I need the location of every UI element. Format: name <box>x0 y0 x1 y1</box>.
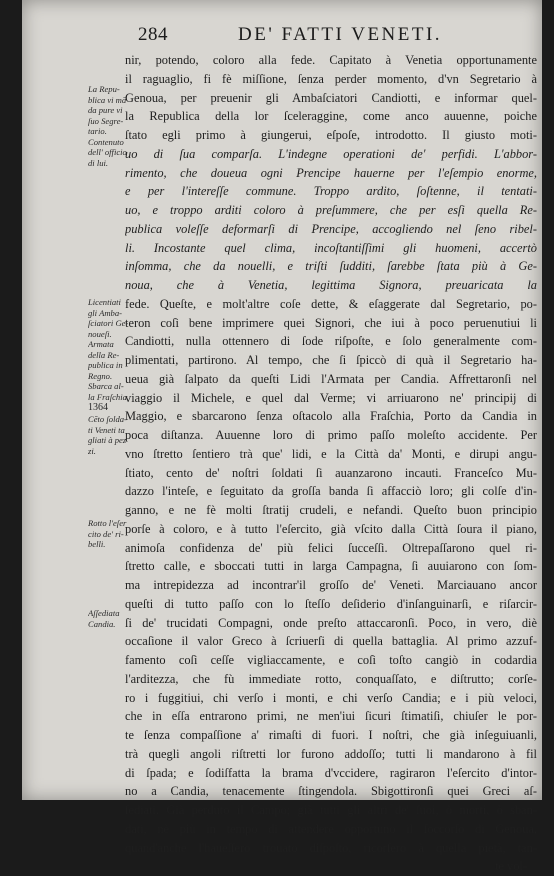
text-line: ma intrepidezza ad incontrar'il groſſo de' Veneti. Marciauano ancor <box>125 578 537 592</box>
margin-note-line: Licentiati <box>88 297 121 307</box>
text-line: animoſa confidenza de' più felici ſucceſſi. Oltrepaſſarono quel ri- <box>125 540 537 555</box>
text-line: noua, che à Venetia, legittima Signora, preuaricata la <box>125 278 537 292</box>
margin-note-line: gli Amba- <box>88 307 122 318</box>
margin-note-line: di lui. <box>88 157 109 168</box>
margin-note-line: Candia. <box>88 618 116 629</box>
text-line: che in eſſa entrarono primi, ne men'iui ſicuri ſtimatiſi, chiuſer le por- <box>125 709 537 724</box>
margin-note-line: publica in <box>88 360 123 370</box>
text-line: di ſpada; e ſodiſfatta la brama d'vccidere, ragiraron l'eſercito d'intor- <box>125 765 537 780</box>
text-line: vno ſtretto ſentiero trà que' lidi, e la Città da' Monti, e dirupi angu- <box>125 446 537 461</box>
text-line: la Republica della lor ſceleraggine, come anco auuenne, poiche <box>125 109 537 124</box>
margin-note-line: ſuo Segre- <box>88 115 124 126</box>
text-line: poca diſtanza. Auuenne loro di primo paſſo moleſto accidente. Per <box>125 428 537 442</box>
margin-note-assediata <box>88 608 130 629</box>
text-line: ro i fuggitiui, chi verſo i monti, e chi verſo Candia; e i più veloci, <box>125 690 537 705</box>
margin-note-line: Cēto ſolda- <box>88 414 127 424</box>
text-line: e per l'intereſſe commune. Troppo ardito, ſoſtenne, il tentati- <box>125 184 537 199</box>
text-line: queſti di tutto paſſo con lo ſteſſo deſiderio d'inſanguinarſi, e riſarcir- <box>125 596 537 611</box>
text-line: inſomma, che da nouelli, e triſti ſudditi, ſarebbe ſtata più à Ge- <box>125 259 537 274</box>
text-line: Candiotti, nulla ottennero di ſode riſpoſte, e ſolo generalmente com- <box>125 334 537 349</box>
text-line: fede. Queſte, e molt'altre coſe dette, & eſaggerate dal Segretario, po- <box>125 296 537 311</box>
page-number: 284 <box>138 24 168 45</box>
margin-note-rotto <box>88 518 130 550</box>
margin-note-line: gliati à pez <box>88 435 127 445</box>
margin-note-line: Rotto l'eſer <box>88 518 127 528</box>
text-line: nir, potendo, coloro alla fede. Capitato à Venetia opportunamente <box>125 53 537 67</box>
margin-note-line: ti Veneti ta <box>88 424 125 435</box>
text-line: ſi de' trucidati Compagni, onde preſto attaccaronſi. Poco, in vero, diè <box>125 615 537 630</box>
margin-note-line: Armata <box>88 339 114 349</box>
text-line: plimentati, partirono. Al tempo, che ſi ſpiccò di quà il Segretario ha- <box>125 353 537 367</box>
margin-note-line: della Re- <box>88 349 120 360</box>
margin-note-republic <box>88 84 130 168</box>
margin-note-armata <box>88 339 130 402</box>
running-title: DE' FATTI VENETI. <box>238 24 443 45</box>
text-line: ganno, e ne fè molti ſtratij crudeli, e nefandi. Queſto buon principio <box>125 503 537 517</box>
text-line: l'arditezza, che fù immediate rotto, conquaſſato, e diſtrutto; corſe- <box>125 671 537 686</box>
text-line: Maggio, e sbarcarono ſenza oſtacolo alla Fraſchia, Porto da Candia in <box>125 409 537 424</box>
margin-note-line: tario. <box>88 126 107 136</box>
margin-note-line: zi. <box>88 445 96 456</box>
text-line: publica voleſſe deformarſi di Prencipe, accogliendo nel ſeno ribel- <box>125 221 537 236</box>
text-line: trà quegli angoli riſtretti lor furono addoſſo; tutti li mandarono à fil <box>125 746 537 761</box>
text-line: viaggio il Michele, e quel dal Verme; vi arriuarono ne' principij di <box>125 390 537 405</box>
margin-note-line: Contenuto <box>88 136 124 147</box>
text-line: Genoua, per preuenir gli Ambaſciatori Candiotti, e informar quel- <box>125 90 537 105</box>
text-line: te vol- <box>495 859 527 874</box>
text-line: ſtato egli primo à giungerui, eſpoſe, introdotto. Il giusto moti- <box>125 128 537 142</box>
margin-note-line: La Repu- <box>88 84 120 94</box>
text-line: uo, e troppo arditi coloro à preſummere, che per esſi quella Re- <box>125 203 537 217</box>
margin-note-line: belli. <box>88 539 106 549</box>
margin-note-line: ſciatori Ge- <box>88 318 129 328</box>
text-line: teron coſì bene imprimere quei Signori, che iui à poco peruenutiui li <box>125 315 537 330</box>
text-line: uo di ſua comparſa. L'indegne operationi de' perfidi. L'abbor- <box>125 146 537 161</box>
margin-note-line: dell' officio <box>88 147 127 157</box>
body-text <box>125 51 537 876</box>
text-line: te ſenza compaſſione a' rimaſti di fuori. I noſtri, che già inſeguiuanli, <box>125 728 537 742</box>
text-line: no a Candia, tenacemente ſtingendola. Sbigottironſi quei Greci aſ- <box>125 784 537 799</box>
margin-note-licentiati <box>88 297 130 339</box>
text-line: dati, nè più in tempo di attendere opportuno il ſoccorſo di Genoua, <box>125 821 537 836</box>
text-line: ſtretto calle, e sboccati tutti in larga Campagna, ſi auuiarono con ſom- <box>125 559 537 574</box>
margin-note-line: 1364 <box>88 403 108 413</box>
text-line: porſe à coloro, e à tutto l'eſercito, già vſcito dalla Città ſoura il piano, <box>125 521 537 536</box>
text-line: quand'anche l'haueſſero trouato diſpoſto, ricorſero à quella pietà, tan- <box>125 840 537 855</box>
text-line: ſediati. Già perduto il Campo; già tutti gli altri de' ſuoi, ò morti, ò sban- <box>125 803 537 817</box>
text-line: li. Incostante quel clima, incoſtantiſſimi gli huomeni, accertò <box>125 240 537 255</box>
margin-note-line: Sbarca al- <box>88 381 124 391</box>
margin-year <box>88 403 130 414</box>
text-line: dazzo l'inteſe, e ſeguitato da groſſa banda ſi affacciò loro; gli colſe d'in- <box>125 484 537 499</box>
margin-note-line: cito de' ri- <box>88 528 124 539</box>
margin-note-line: noueſi. <box>88 328 112 339</box>
text-line: ueua già ſalpato da queſti Lidi l'Armata per Candia. Affrettaronſi nel <box>125 371 537 386</box>
margin-note-line: la Fraſchia <box>88 391 127 402</box>
margin-note-line: Aſſediata <box>88 608 120 618</box>
margin-note-line: Regno. <box>88 370 113 381</box>
text-line: famento coſì ceſſe vigliaccamente, e coſì toſto cangiò in codardia <box>125 653 537 667</box>
margin-note-line: da pure vi <box>88 105 123 115</box>
text-line: rimento, che doueua ogni Prencipe hauerne per l'eſempio enorme, <box>125 165 537 180</box>
margin-note-cento <box>88 414 130 456</box>
margin-note-line: blica vi mā <box>88 94 127 105</box>
text-line: il raguaglio, fi fè miſſione, ſenza perder momento, d'vn Segretario à <box>125 71 537 86</box>
book-page <box>22 0 542 874</box>
text-line: occaſione il valor Greco à ſcriuerſi di quella battaglia. Al primo azzuf- <box>125 634 537 649</box>
text-line: ſtiato, cento de' noſtri ſoldati ſi auanzarono incauti. Franceſco Mu- <box>125 465 537 480</box>
